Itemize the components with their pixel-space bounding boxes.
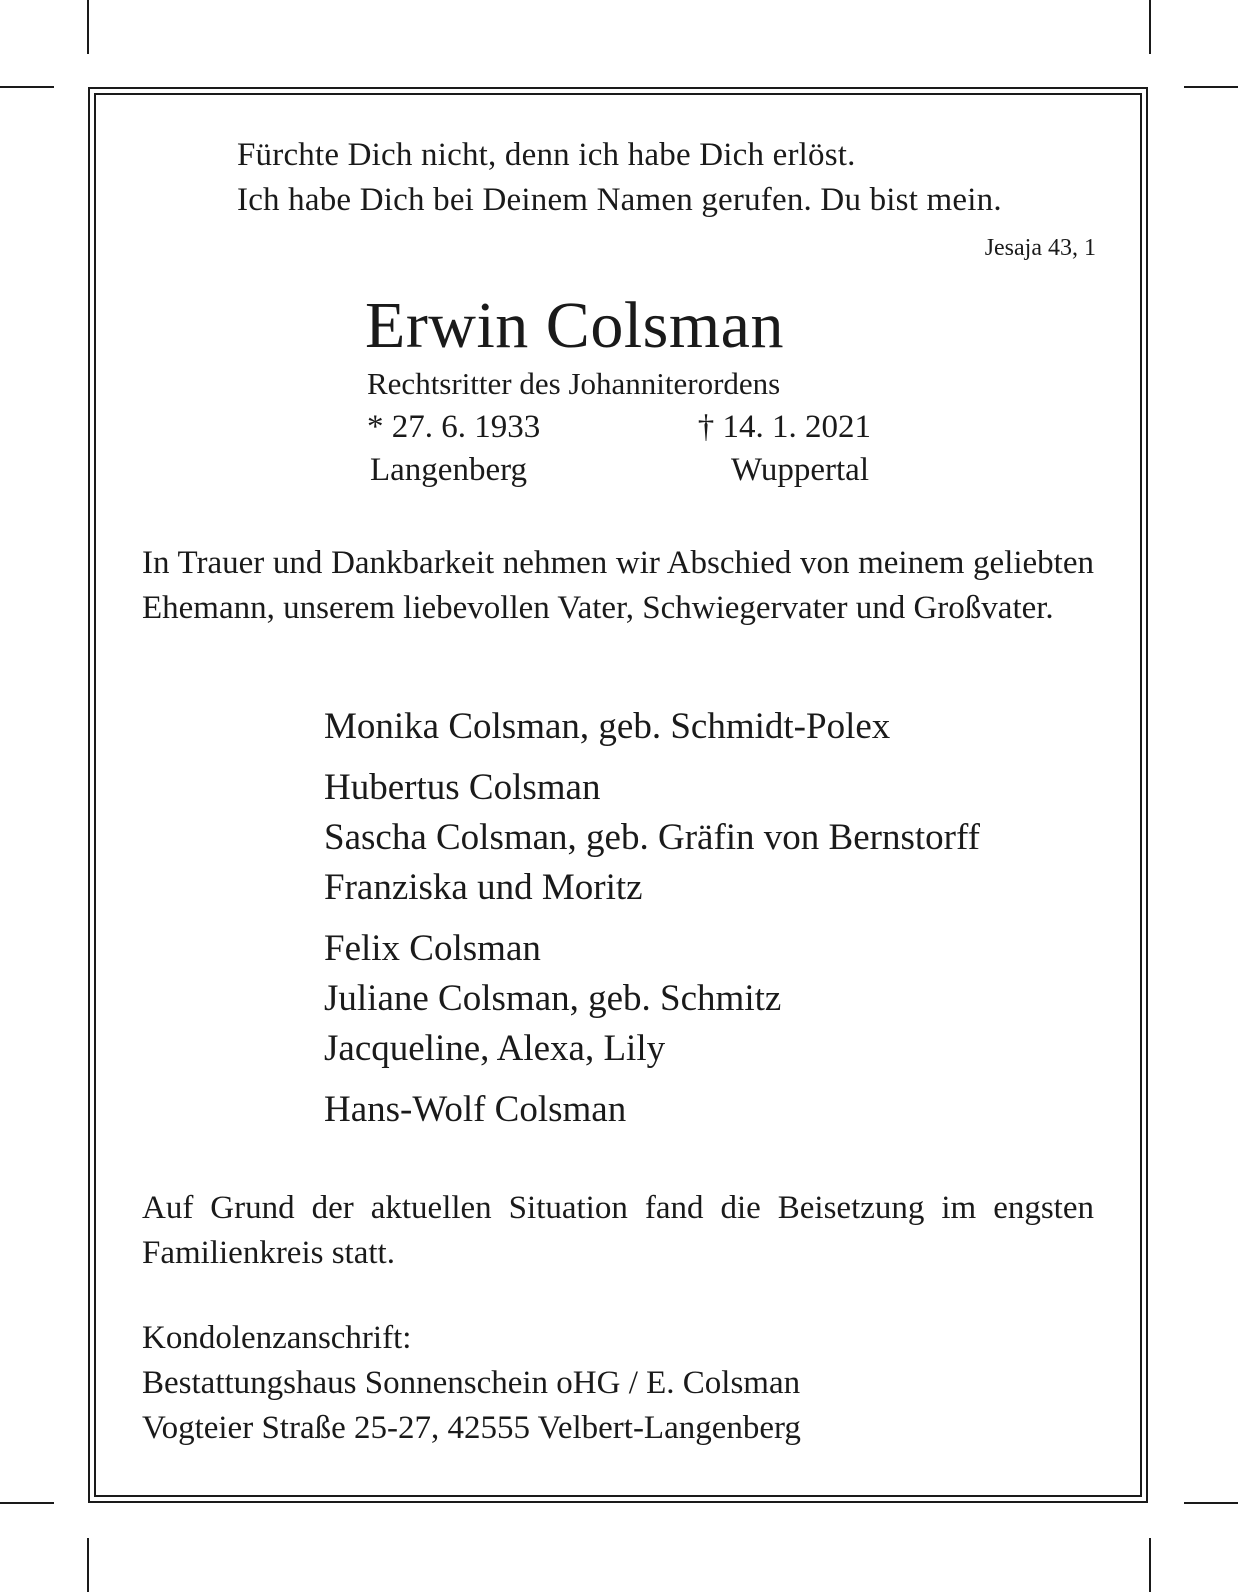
family-member: Franziska und Moritz bbox=[324, 867, 643, 908]
family-member: Hubertus Colsman bbox=[324, 767, 601, 808]
funeral-note: Auf Grund der aktuellen Situation fand die Beisetzung im engsten Familienkreis statt. bbox=[142, 1190, 1094, 1271]
family-list bbox=[324, 702, 980, 1135]
bible-verse-line-1: Fürchte Dich nicht, denn ich habe Dich erlöst. bbox=[237, 137, 856, 173]
family-group bbox=[324, 763, 980, 913]
family-group bbox=[324, 924, 980, 1074]
crop-mark-bottom-left bbox=[87, 1538, 89, 1592]
condolence-address bbox=[142, 1316, 801, 1451]
crop-mark-top-left bbox=[87, 0, 89, 54]
crop-mark-right-bottom bbox=[1184, 1502, 1238, 1504]
crop-mark-bottom-right bbox=[1149, 1538, 1151, 1592]
family-group bbox=[324, 1085, 980, 1135]
life-dates bbox=[367, 406, 871, 492]
condolence-line-2: Vogteier Straße 25-27, 42555 Velbert-Langenberg bbox=[142, 1410, 801, 1446]
family-member: Jacqueline, Alexa, Lily bbox=[324, 1028, 666, 1069]
family-member: Sascha Colsman, geb. Gräfin von Bernstorff bbox=[324, 817, 980, 858]
birth-place: Langenberg bbox=[370, 452, 527, 488]
crop-mark-left-top bbox=[0, 86, 54, 88]
family-member: Felix Colsman bbox=[324, 928, 541, 969]
crop-mark-left-bottom bbox=[0, 1502, 54, 1504]
bible-verse bbox=[237, 133, 1002, 223]
crop-mark-right-top bbox=[1184, 86, 1238, 88]
mourning-text: In Trauer und Dankbarkeit nehmen wir Abschied von meinem geliebten Ehemann, unserem liebevollen Vater, Schwiegervater und Großvater. bbox=[142, 545, 1094, 626]
birth-date: * 27. 6. 1933 bbox=[367, 409, 541, 445]
crop-mark-top-right bbox=[1149, 0, 1151, 54]
places-row bbox=[367, 449, 871, 492]
death-place: Wuppertal bbox=[731, 452, 869, 488]
family-member: Juliane Colsman, geb. Schmitz bbox=[324, 978, 782, 1019]
family-group bbox=[324, 702, 980, 752]
condolence-heading: Kondolenzanschrift: bbox=[142, 1320, 412, 1356]
death-date: † 14. 1. 2021 bbox=[697, 409, 871, 445]
bible-verse-line-2: Ich habe Dich bei Deinem Namen gerufen. Du bist mein. bbox=[237, 182, 1002, 218]
deceased-title: Rechtsritter des Johanniterordens bbox=[367, 366, 781, 401]
family-member: Monika Colsman, geb. Schmidt-Polex bbox=[324, 706, 891, 747]
dates-row bbox=[367, 406, 871, 449]
family-member: Hans-Wolf Colsman bbox=[324, 1089, 627, 1130]
condolence-line-1: Bestattungshaus Sonnenschein oHG / E. Colsman bbox=[142, 1365, 801, 1401]
bible-verse-source: Jesaja 43, 1 bbox=[984, 235, 1096, 261]
deceased-name: Erwin Colsman bbox=[365, 289, 784, 362]
